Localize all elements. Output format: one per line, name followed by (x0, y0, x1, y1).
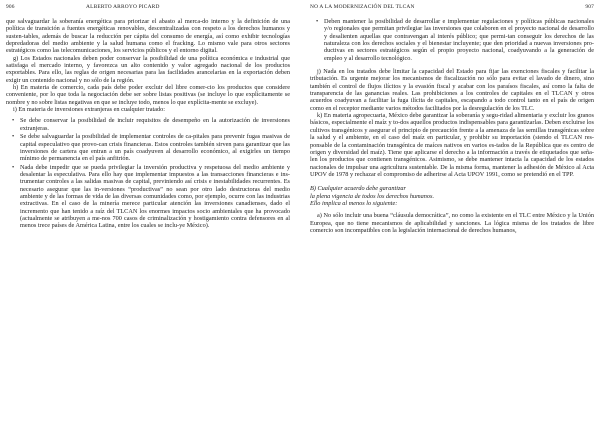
left-page-number: 906 (6, 4, 15, 10)
section-heading (310, 185, 594, 207)
right-page (304, 0, 600, 431)
section-heading-line: B) Cualquier acuerdo debe garantizar (310, 185, 406, 193)
paragraph: j) Nada en los tratados debe limitar la capacidad del Estado para fijar las exenciones fiscales y facilitar la tributación. Es urgente mejorar los mecanismos de fiscalización no sólo para evitar el lavado de dinero, sino también el control de flujos ilícitos y la evasión fiscal y acabar con los paraísos fiscales, así como la falta de transparencia de las ganancias reales. Las prohibiciones a los controles de capitales en el TLCAN y otros acuerdos coadyuvan a facilitar la fuga ilícita de capitales, escapando a todo control tanto en el país de origen como en el receptor mediante varios métodos facilitados por la desregulación de los TLC. (310, 68, 594, 112)
bullet-item: • Se debe salvaguardar la posibilidad de implementar controles de ca-pitales para prevenir fugas masivas de capital especulativo que provo-can crisis financieras. Estos controles también sirven para garantizar que las inversiones de cartera que entran a un país coadyuven al desarrollo económico, al exigirles un tiempo mínimo de permanencia en el país anfitrión. (20, 133, 290, 162)
right-running-head: NO A LA MODERNIZACIÓN DEL TLCAN (310, 4, 415, 10)
right-page-header (310, 4, 594, 18)
paragraph: k) En materia agropecuaria, México debe garantizar la soberanía y segu-ridad alimentaria y excluir los granos básicos, especialmente el maíz y to-dos aquellos productos indispensables para garantizarlas. Deben excluirse los cultivos transgénicos y asegurar el principio de precaución frente a la amenaza de las semillas transgénicas sobre la salud y el ambiente, en el caso del maíz en particular, y prohibir su importación (siendo el TLCAN res-ponsable de la contaminación transgénica de maíces nativos en varios es-tados de la República que es centro de origen y diversidad del maíz). Tiene que aplicarse el derecho a la información a través de etiquetados que seña-len los productos que contienen transgénicos. Asimismo, se debe mantener intacta la capacidad de los estados nacionales de impulsar una agricultura sustentable. De la misma forma, mantener la adhesión de México al Acta UPOV de 1978 y rechazar el compromiso de adherirse al Acta UPOV 1991, como se pretendió en el TPP. (310, 112, 594, 178)
bullet-list (6, 117, 290, 229)
paragraph: que salvaguardar la soberanía energética para priorizar el abasto al merca-do interno y la definición de una política de transición a fuentes energéticas renovables, descentralizadas con respeto a los derechos humanos y susten-tables, además de buscar la reducción per cápita del consumo de energía, así como exhibir tecnologías depredadoras del medio ambiente y la salud humana como el fracking. Lo mismo vale para otros sectores estratégicos como las telecomunicaciones, los servicios públicos y el entorno digital. (6, 18, 290, 55)
left-page-body (6, 18, 290, 230)
right-page-body (310, 18, 594, 234)
bullet-item: • Deben mantener la posibilidad de desarrollar e implementar regulaciones y políticas públicas nacionales y/o regionales que permitan privilegiar las inversiones que colaboren en el proyecto nacional de desarrollo y desalienten aquellas que contravengan al interés público; que permi-tan conseguir los derechos de las naturaleza con los derechos sociales y el bienestar incluyente; que den prioridad a nuevas inversiones pro-ductivas en sectores estratégicos según el propio proyecto nacional, coadyuvando a la generación de empleo y al desarrollo tecnológico. (324, 18, 594, 62)
bullet-list (310, 18, 594, 62)
left-page (0, 0, 296, 431)
bullet-item: • Se debe conservar la posibilidad de incluir requisitos de desempeño en la autorización de inversiones extranjeras. (20, 117, 290, 132)
paragraph: i) En materia de inversiones extranjeras en cualquier tratado: (13, 106, 166, 114)
right-page-number: 907 (585, 4, 594, 10)
paragraph: g) Los Estados nacionales deben poder conservar la posibilidad de una política económica e industrial que satisfaga el mercado interno, y favorezca un alto contenido y valor agregado nacional de los productos exportables. Para ello, las reglas de origen necesarias para las facilidades arancelarias en la exportación deben exigir un contenido nacional y no sólo de la región. (6, 54, 290, 84)
paragraph: a) No sólo incluir una buena “cláusula democrática”, no como la existente en el TLC entre México y la Unión Europea, que no tiene mecanismos de aplicabilidad y sanciones. La lógica misma de los tratados de libre comercio son incompatibles con la legislación internacional de derechos humanos, (310, 212, 594, 234)
bullet-item: • Nada debe impedir que se pueda privilegiar la inversión productiva y respetuosa del medio ambiente y desalentar la especulativa. Para ello hay que implementar impuestos a las transacciones financieras e ins-trumentar controles a las salidas masivas de capital, previniendo así crisis e inestabilidades recurrentes. Es necesario asegurar que las in-versiones “productivas” no sean por otro lado destructoras del medio ambiente y de las formas de vida de las diversas comunidades como, por ejemplo, ocurre con las industrias extractivas. En el caso de la minería merece particular atención las inversiones canadienses, dado el incremento que han tenido a raíz del TLCAN los enormes impactos socio ambientales que ha provocado (actualmente se atribuyen a me-nos 700 casos de criminalización y hostigamiento contra defensores en al menos trece países de América Latina, entre los cuales se inclu-ye México). (20, 164, 290, 230)
section-heading-line: la plena vigencia de todos los derechos humanos. (310, 192, 435, 200)
left-page-header (6, 4, 290, 18)
paragraph: h) En materia de comercio, cada país debe poder excluir del libre comer-cio los productos que considere conveniente, por lo que toda la negociación debe ser sobre listas positivas (se incluye lo que explícitamente se nombre y no sobre listas negativas en que se incluye todo, menos lo que explícita-mente se excluye). (6, 84, 290, 106)
section-heading-line: Ello implica al menos lo siguiente: (310, 199, 398, 207)
left-running-head: ALBERTO ARROYO PICARD (86, 4, 160, 10)
